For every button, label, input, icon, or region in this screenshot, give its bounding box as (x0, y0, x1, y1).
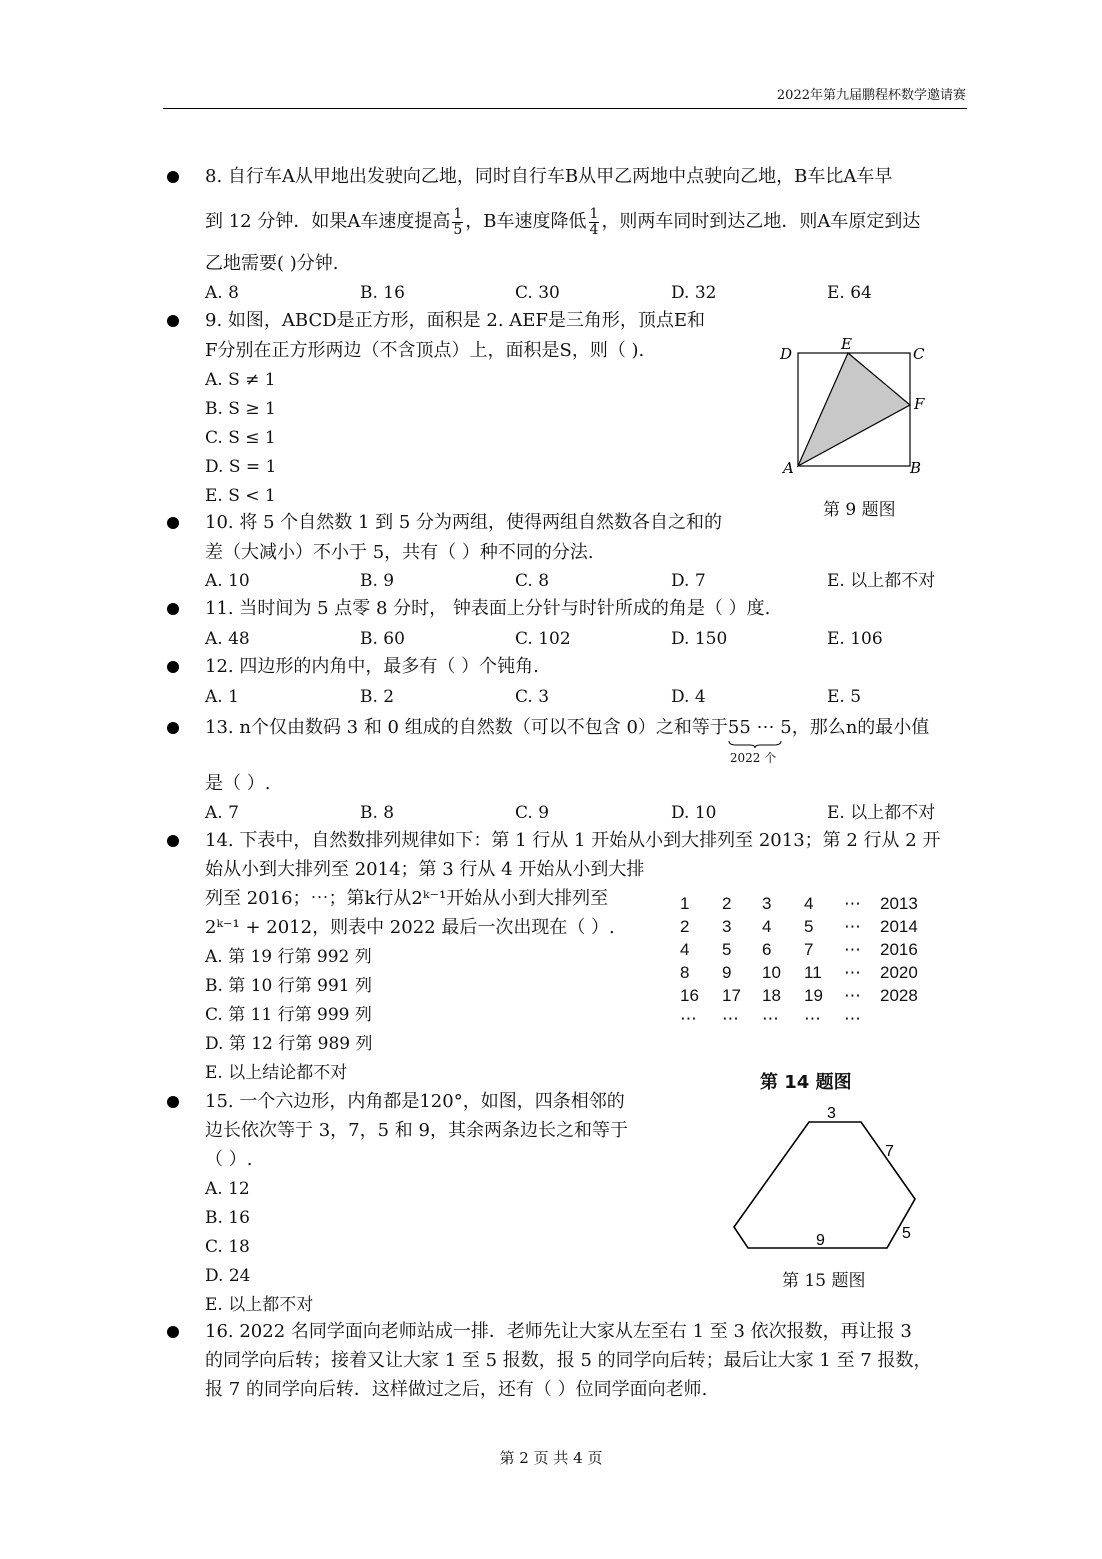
q12-option-c: C. 3 (515, 687, 550, 707)
q15-option-b: B. 16 (205, 1208, 250, 1228)
q12-option-e: E. 5 (827, 687, 862, 707)
table-cell: 11 (804, 963, 822, 982)
page-footer: 第 2 页 共 4 页 (499, 1449, 603, 1467)
q16-line3: 报 7 的同学向后转．这样做过之后，还有（ ）位同学面向老师. (205, 1379, 708, 1400)
bullet-q16 (167, 1326, 179, 1338)
table-cell: ⋯ (844, 986, 861, 1005)
label-b: B (910, 459, 922, 477)
q8-option-e: E. 64 (827, 283, 872, 303)
table-cell: 2 (680, 917, 690, 936)
q14-line1: 14. 下表中，自然数排列规律如下：第 1 行从 1 开始从小到大排列至 2013；第 2 行从 2 开 (205, 830, 941, 851)
q8-option-b: B. 16 (360, 283, 405, 303)
table-cell: 2 (722, 894, 732, 913)
table-cell: 2013 (880, 894, 918, 913)
bullet-q9 (167, 315, 179, 327)
table-cell: ⋯ (844, 1009, 861, 1028)
hex-label-right-lower: 5 (902, 1225, 911, 1242)
q9-option-c: C. S ≤ 1 (205, 428, 276, 448)
table-cell: ⋯ (844, 963, 861, 982)
q15-hexagon-figure (725, 1098, 925, 1258)
table-cell: 4 (762, 917, 772, 936)
table-cell: 2028 (880, 986, 918, 1005)
table-cell: 7 (804, 940, 814, 959)
q15-line3: （ ）. (205, 1149, 253, 1170)
table-cell: 3 (762, 894, 772, 913)
table-cell: 4 (804, 894, 814, 913)
q14-line2: 始从小到大排列至 2014；第 3 行从 4 开始从小到大排 (205, 859, 645, 880)
table-cell: 2016 (880, 940, 918, 959)
q10-option-e: E. 以上都不对 (827, 571, 936, 591)
q13-line1-part2: ，那么n的最小值 (791, 717, 930, 738)
table-cell: 4 (680, 940, 690, 959)
q15-caption: 第 15 题图 (782, 1271, 866, 1291)
table-cell: 8 (680, 963, 690, 982)
q8-line1: 8. 自行车A从甲地出发驶向乙地，同时自行车B从甲乙两地中点驶向乙地，B车比A车早 (205, 166, 893, 187)
bullet-q12 (167, 661, 179, 673)
label-a: A (783, 459, 794, 477)
q11-option-a: A. 48 (205, 629, 250, 649)
table-cell: 1 (680, 894, 690, 913)
q9-option-d: D. S = 1 (205, 457, 277, 477)
table-cell: ⋯ (722, 1009, 739, 1028)
q13-option-e: E. 以上都不对 (827, 803, 936, 823)
label-d: D (780, 345, 793, 363)
q8-line2 (205, 202, 920, 242)
q8-fraction-2 (589, 207, 600, 238)
hex-label-bottom: 9 (816, 1232, 825, 1249)
q11-option-c: C. 102 (515, 629, 571, 649)
q13-line1 (205, 716, 930, 765)
q12-option-d: D. 4 (671, 687, 706, 707)
frac2-numerator: 1 (589, 205, 599, 222)
q11-option-e: E. 106 (827, 629, 883, 649)
q9-option-b: B. S ≥ 1 (205, 399, 276, 419)
triangle-aef (798, 353, 910, 466)
q13-option-d: D. 10 (671, 803, 717, 823)
q8-line3: 乙地需要( )分钟. (205, 253, 339, 274)
table-cell: 19 (804, 986, 823, 1005)
hex-label-right-upper: 7 (885, 1143, 894, 1160)
table-cell: ⋯ (844, 894, 861, 913)
table-cell: ⋯ (804, 1009, 821, 1028)
q14-caption: 第 14 题图 (760, 1072, 852, 1093)
q14-option-e: E. 以上结论都不对 (205, 1063, 348, 1083)
table-row (680, 986, 930, 1009)
bullet-q14 (167, 835, 179, 847)
table-cell: 5 (722, 940, 732, 959)
q8-option-a: A. 8 (205, 283, 239, 303)
q9-option-a: A. S ≠ 1 (205, 370, 276, 390)
q11-option-b: B. 60 (360, 629, 405, 649)
q8-line2-part3: ，则两车同时到达乙地．则A车原定到达 (601, 211, 921, 232)
q8-option-d: D. 32 (671, 283, 717, 303)
table-cell: 18 (762, 986, 781, 1005)
q13-option-a: A. 7 (205, 803, 239, 823)
page-header-title: 2022年第九届鹏程杯数学邀请赛 (776, 88, 966, 103)
q10-line2: 差（大减小）不小于 5，共有（ ）种不同的分法. (205, 542, 594, 563)
bullet-q13 (167, 722, 179, 734)
q13-number-group (727, 716, 792, 765)
bullet-q10 (167, 517, 179, 529)
q12-option-b: B. 2 (360, 687, 395, 707)
table-cell: 9 (722, 963, 732, 982)
q8-line2-part2: ，B车速度降低 (465, 211, 587, 232)
table-cell: ⋯ (680, 1009, 697, 1028)
table-row (680, 1009, 930, 1032)
q10-option-a: A. 10 (205, 571, 250, 591)
table-cell: 2014 (880, 917, 918, 936)
q14-option-d: D. 第 12 行第 989 列 (205, 1034, 373, 1054)
q14-option-c: C. 第 11 行第 999 列 (205, 1005, 372, 1025)
q10-option-c: C. 8 (515, 571, 550, 591)
bullet-q15 (167, 1096, 179, 1108)
q9-line1: 9. 如图，ABCD是正方形，面积是 2. AEF是三角形，顶点E和 (205, 310, 706, 331)
table-row (680, 894, 930, 917)
q9-option-e: E. S < 1 (205, 486, 276, 506)
table-cell: 10 (762, 963, 781, 982)
frac2-denominator: 4 (589, 221, 599, 238)
q15-option-c: C. 18 (205, 1237, 250, 1257)
q10-option-d: D. 7 (671, 571, 706, 591)
table-cell: 2020 (880, 963, 918, 982)
q16-line1: 16. 2022 名同学面向老师站成一排．老师先让大家从左至右 1 至 3 依次报数，再让报 3 (205, 1321, 912, 1342)
q15-option-a: A. 12 (205, 1179, 250, 1199)
q13-brace-label: 2022 个 (729, 751, 777, 765)
label-c: C (913, 345, 925, 363)
label-e: E (841, 335, 852, 353)
q15-line2: 边长依次等于 3，7，5 和 9，其余两条边长之和等于 (205, 1120, 628, 1141)
q9-line2: F分别在正方形两边（不含顶点）上，面积是S，则（ ). (205, 340, 645, 361)
label-f: F (914, 395, 925, 413)
q13-line1-part1: 13. n个仅由数码 3 和 0 组成的自然数（可以不包含 0）之和等于 (205, 717, 728, 738)
q13-option-b: B. 8 (360, 803, 395, 823)
q9-caption: 第 9 题图 (823, 500, 896, 520)
table-cell: ⋯ (844, 940, 861, 959)
q16-line2: 的同学向后转；接着又让大家 1 至 5 报数，报 5 的同学向后转；最后让大家 1 至 7 报数， (205, 1350, 932, 1371)
q10-line1: 10. 将 5 个自然数 1 到 5 分为两组，使得两组自然数各自之和的 (205, 512, 723, 533)
q15-line1: 15. 一个六边形，内角都是120°，如图，四条相邻的 (205, 1091, 625, 1112)
q9-square-figure (770, 335, 940, 485)
bullet-q11 (167, 603, 179, 615)
table-cell: ⋯ (844, 917, 861, 936)
q8-line2-part1: 到 12 分钟．如果A车速度提高 (205, 211, 451, 232)
q15-option-d: D. 24 (205, 1266, 251, 1286)
q11-option-d: D. 150 (671, 629, 728, 649)
table-cell: 6 (762, 940, 772, 959)
q14-option-a: A. 第 19 行第 992 列 (205, 947, 372, 967)
q13-line2: 是（ ）. (205, 773, 271, 794)
table-row (680, 963, 930, 986)
bullet-q8 (167, 171, 179, 183)
table-cell: 16 (680, 986, 699, 1005)
q12-line1: 12. 四边形的内角中，最多有（ ）个钝角. (205, 656, 539, 677)
table-row (680, 940, 930, 963)
q8-option-c: C. 30 (515, 283, 560, 303)
table-cell: 17 (722, 986, 741, 1005)
frac1-denominator: 5 (453, 221, 463, 238)
q14-number-table (680, 894, 930, 1032)
table-row (680, 917, 930, 940)
q10-option-b: B. 9 (360, 571, 395, 591)
header-rule (163, 108, 967, 109)
hexagon-shape (734, 1122, 915, 1248)
frac1-numerator: 1 (453, 205, 463, 222)
q15-option-e: E. 以上都不对 (205, 1295, 314, 1315)
q14-line4: 2ᵏ⁻¹ + 2012，则表中 2022 最后一次出现在（ ）. (205, 917, 615, 938)
q8-fraction-1 (452, 207, 463, 238)
table-cell: 5 (804, 917, 814, 936)
q14-line3: 列至 2016；⋯；第k行从2ᵏ⁻¹开始从小到大排列至 (205, 888, 609, 909)
q12-option-a: A. 1 (205, 687, 239, 707)
q13-option-c: C. 9 (515, 803, 550, 823)
q14-option-b: B. 第 10 行第 991 列 (205, 976, 372, 996)
q13-repeated-number: 55 ⋯ 5 (727, 717, 792, 738)
q11-line1: 11. 当时间为 5 点零 8 分时， 钟表面上分针与时针所成的角是（ ）度. (205, 598, 771, 619)
table-cell: 3 (722, 917, 732, 936)
table-cell: ⋯ (762, 1009, 779, 1028)
hex-label-top: 3 (827, 1105, 836, 1122)
